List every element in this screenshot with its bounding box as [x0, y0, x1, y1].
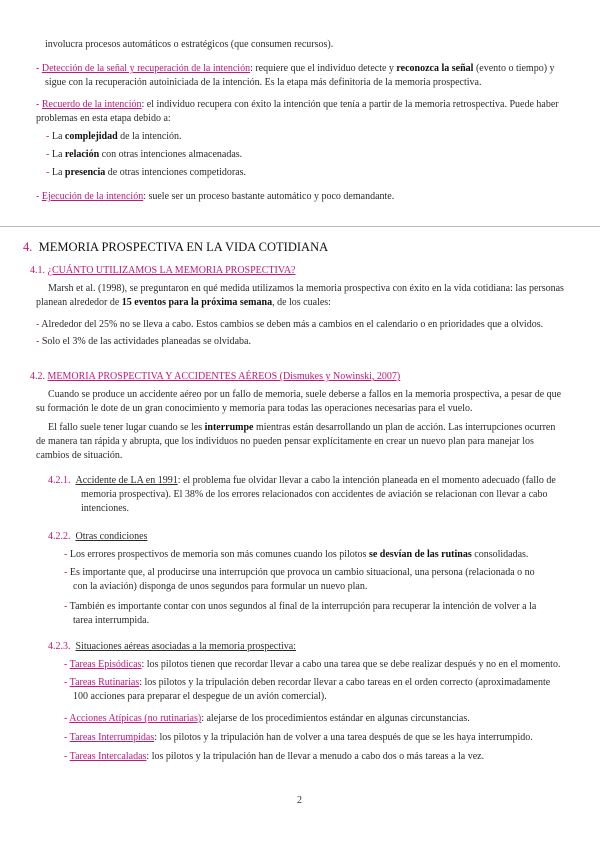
- s423-heading: 4.2.3. Situaciones aéreas asociadas a la memoria prospectiva:: [48, 641, 296, 652]
- s42-p2-line1: El fallo suele tener lugar cuando se les interrumpe mientras están desarrollando un plan de acción. Las interrupciones ocurren: [48, 422, 556, 433]
- link-episodic-tasks[interactable]: Tareas Episódicas: [69, 659, 142, 670]
- step-recall: - Recuerdo de la intención: el individuo recupera con éxito la intención que tenía a partir de la memoria retrospectiva. Puede haber: [36, 99, 559, 110]
- s41-bullet-2: - Solo el 3% de las actividades planeadas se olvidaba.: [36, 336, 251, 347]
- s423-item-interrupted: - Tareas Interrumpidas: los pilotos y la tripulación han de volver a una tarea después de que se les haya interrumpido.: [64, 732, 533, 743]
- link-interleaved-tasks[interactable]: Tareas Intercaladas: [69, 751, 147, 762]
- page-number: 2: [297, 795, 302, 806]
- sub-complexity: - La complejidad de la intención.: [46, 131, 182, 142]
- s42-p2-line2: de manera tan rápida y abrupta, que los individuos no pueden pensar explícitamente en crear un nuevo plan para manejar los: [36, 436, 534, 447]
- link-detection[interactable]: Detección de la señal y recuperación de la intención: [41, 63, 251, 74]
- s423-title[interactable]: Situaciones aéreas asociadas a la memoria prospectiva:: [75, 641, 296, 652]
- s41-para-line1: Marsh et al. (1998), se preguntaron en qué medida utilizamos la memoria prospectiva con éxito en la vida cotidiana: las personas: [48, 283, 564, 294]
- s422-heading: 4.2.2. Otras condiciones: [48, 531, 148, 542]
- s42-p2-line3: cambios de situación.: [36, 450, 123, 461]
- s423-item-interleaved: - Tareas Intercaladas: los pilotos y la tripulación han de llevar a menudo a cabo dos o más tareas a la vez.: [64, 751, 485, 762]
- intro-line: involucra procesos automáticos o estratégicos (que consumen recursos).: [45, 39, 334, 50]
- s422-bullet-2-line2: con la aviación) disponga de unos segundos para formular un nuevo plan.: [73, 581, 368, 592]
- section-4-1-title[interactable]: ¿CUÁNTO UTILIZAMOS LA MEMORIA PROSPECTIVA?: [47, 265, 296, 276]
- s423-item-episodic: - Tareas Episódicas: los pilotos tienen que recordar llevar a cabo una tarea que se debe realizar después y no en el momento.: [64, 659, 561, 670]
- link-execution[interactable]: Ejecución de la intención: [41, 191, 144, 202]
- s41-bullet-1: - Alrededor del 25% no se lleva a cabo. Estos cambios se deben más a cambios en el calendario o en prioridades que a olvidos.: [36, 319, 544, 330]
- s422-bullet-1: - Los errores prospectivos de memoria son más comunes cuando los pilotos se desvían de las rutinas consolidadas.: [64, 549, 529, 560]
- step-detection-line2: sigue con la recuperación autoiniciada de la intención. Es la etapa más definitoria de la memoria prospectiva.: [45, 77, 482, 88]
- sub-presence: - La presencia de otras intenciones competidoras.: [46, 167, 247, 178]
- s421-title[interactable]: Accidente de LA en 1991: [75, 475, 178, 486]
- s422-bullet-2: - Es importante que, al producirse una interrupción que provoca un cambio situacional, una persona (relacionada o no: [64, 567, 535, 578]
- s423-item-atypical: - Acciones Atípicas (no rutinarias): alejarse de los procedimientos estándar en algunas circunstancias.: [64, 713, 470, 724]
- step-detection: - Detección de la señal y recuperación de la intención: requiere que el individuo detecte y reconozca la señal (evento o tiempo) y: [36, 63, 555, 74]
- section-4-title: MEMORIA PROSPECTIVA EN LA VIDA COTIDIANA: [38, 240, 329, 254]
- s422-title[interactable]: Otras condiciones: [75, 531, 148, 542]
- section-4-1-heading: 4.1. ¿CUÁNTO UTILIZAMOS LA MEMORIA PROSPECTIVA?: [30, 265, 296, 276]
- bullet-dash: -: [36, 63, 40, 74]
- link-recall[interactable]: Recuerdo de la intención: [41, 99, 142, 110]
- section-divider: [0, 226, 600, 227]
- step-execution: - Ejecución de la intención: suele ser un proceso bastante automático y poco demandante.: [36, 191, 395, 202]
- s422-bullet-3-line2: tarea interrumpida.: [73, 615, 150, 626]
- section-4-heading: [23, 240, 328, 255]
- s421-line1: 4.2.1. Accidente de LA en 1991: el problema fue olvidar llevar a cabo la intención planeada en el momento adecuado (fallo de: [48, 475, 556, 486]
- s41-para-line2: planean alrededor de 15 eventos para la próxima semana, de los cuales:: [36, 297, 331, 308]
- section-4-2-heading: 4.2. MEMORIA PROSPECTIVA Y ACCIDENTES AÉREOS (Dismukes y Nowinski, 2007): [30, 371, 401, 382]
- s422-bullet-3: - También es importante contar con unos segundos al final de la interrupción para recuperar la intención de volver a la: [64, 601, 537, 612]
- s421-line2: memoria prospectiva). El 38% de los errores relacionados con accidentes de aviación se relacionan con llevar a cabo: [81, 489, 548, 500]
- section-4-number: 4.: [23, 240, 33, 254]
- step-recall-line2: problemas en esta etapa debido a:: [36, 113, 171, 124]
- s42-p1-line2: su formación le dote de un gran conocimiento y memoria para todas las operaciones necesarias para el vuelo.: [36, 403, 473, 414]
- sub-relation: - La relación con otras intenciones almacenadas.: [46, 149, 243, 160]
- section-4-2-title[interactable]: MEMORIA PROSPECTIVA Y ACCIDENTES AÉREOS (Dismukes y Nowinski, 2007): [47, 371, 401, 382]
- s421-line3: intenciones.: [81, 503, 130, 514]
- link-routine-tasks[interactable]: Tareas Rutinarias: [69, 677, 140, 688]
- s423-item-routine: - Tareas Rutinarias: los pilotos y la tripulación deben recordar llevar a cabo tareas en el orden correcto (aproximadamente: [64, 677, 551, 688]
- link-interrupted-tasks[interactable]: Tareas Interrumpidas: [69, 732, 155, 743]
- s42-p1-line1: Cuando se produce un accidente aéreo por un fallo de memoria, suele deberse a fallos en la memoria prospectiva, a pesar de que: [48, 389, 562, 400]
- link-atypical-actions[interactable]: Acciones Atípicas (no rutinarias): [69, 713, 202, 724]
- s423-item-routine-line2: 100 acciones para preparar el despegue de un avión comercial).: [73, 691, 327, 702]
